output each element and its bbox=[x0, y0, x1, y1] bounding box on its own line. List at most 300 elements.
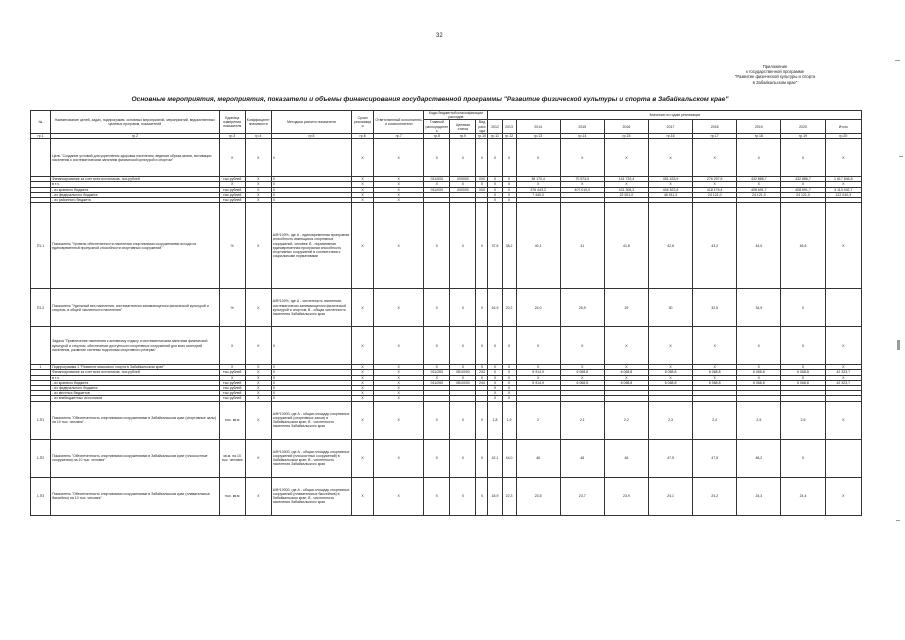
row-unit: кв.м. на 10 тыс. человек bbox=[219, 439, 245, 477]
row-year-value: 1,8 bbox=[488, 401, 502, 439]
column-number: гр.19 bbox=[781, 134, 825, 139]
appendix-line: в Забайкальском крае" bbox=[752, 79, 798, 85]
row-code-type: 244 bbox=[476, 370, 488, 375]
col-header-year: 2014 bbox=[516, 120, 560, 134]
row-year-value: 7 440,0 bbox=[516, 192, 560, 197]
row-year-value: 24,0 bbox=[516, 289, 560, 327]
row-year-value: X bbox=[488, 182, 502, 187]
column-number: гр.10 bbox=[477, 134, 487, 139]
row-year-value: 46,6 bbox=[781, 203, 825, 289]
row-year-value: 6 068,8 bbox=[649, 370, 693, 375]
table-row bbox=[31, 401, 862, 439]
row-unit: тыс.рублей bbox=[219, 187, 245, 192]
row-year-value: X bbox=[488, 187, 502, 192]
row-code-target: X bbox=[450, 289, 476, 327]
row-executor: X bbox=[374, 477, 424, 515]
row-year-value: X bbox=[502, 187, 516, 192]
row-year-value: X bbox=[560, 139, 604, 177]
row-code-main: 011/000 bbox=[424, 177, 450, 182]
row-name: - из местных бюджетов bbox=[51, 391, 220, 396]
row-number bbox=[31, 327, 51, 365]
row-term: X bbox=[352, 365, 374, 370]
document-title: Основные мероприятия, мероприятия, показатели и объемы финансирования государственной программы "Развитие физической культуры и спорта в Забайкальском крае" bbox=[131, 96, 729, 103]
row-name: Финансирование за счет всех источников, тыс.рублей bbox=[51, 177, 220, 182]
row-name: Подпрограмма 1 "Развитие массового спорта в Забайкальском крае" bbox=[51, 365, 220, 370]
row-number: 1 bbox=[31, 365, 51, 370]
row-year-value: 6 068,8 bbox=[604, 370, 648, 375]
row-year-value: 18,9 bbox=[488, 477, 502, 515]
row-code-target: X bbox=[450, 327, 476, 365]
table-row bbox=[31, 139, 862, 177]
column-number: гр.13 bbox=[516, 134, 560, 139]
row-name: - из краевого бюджета bbox=[51, 380, 220, 385]
row-number: 1.П3 bbox=[31, 477, 51, 515]
row-year-value: X bbox=[560, 182, 604, 187]
row-total: X bbox=[825, 365, 861, 370]
col-header-code-main: Главный распорядитель bbox=[425, 120, 449, 133]
row-year-value: X bbox=[502, 370, 516, 375]
row-method: X bbox=[271, 198, 351, 203]
row-code-target: X bbox=[450, 439, 476, 477]
row-coeff: X bbox=[245, 477, 271, 515]
row-year-value: 2,1 bbox=[560, 401, 604, 439]
row-year-value: X bbox=[781, 439, 825, 477]
row-code-main: X bbox=[424, 439, 450, 477]
row-method: X bbox=[271, 177, 351, 182]
row-year-value: 22,3 bbox=[502, 477, 516, 515]
row-code-target: X bbox=[450, 139, 476, 177]
row-name: в т.ч. bbox=[51, 182, 220, 187]
row-method: А/В*100%, где А - единовременная пропускная способность имеющихся спортивных сооружений, человек; В - нормативная единовременная пропускная способность спортивных сооружений в соответствии с социальными нормативами bbox=[271, 203, 351, 289]
row-year-value: 47,5 bbox=[693, 439, 737, 477]
row-code-target: X bbox=[450, 477, 476, 515]
scan-mark bbox=[895, 60, 900, 61]
row-total bbox=[825, 439, 861, 477]
col-header-method: Методика расчета показателя bbox=[271, 111, 351, 134]
column-number: гр.9 bbox=[450, 134, 476, 139]
row-year-value: X bbox=[737, 139, 781, 177]
row-year-value: 24,3 bbox=[737, 477, 781, 515]
row-year-value: X bbox=[488, 327, 502, 365]
row-year-value: 6 068,8 bbox=[781, 380, 825, 385]
row-code-target: 000000 bbox=[450, 177, 476, 182]
row-year-value: X bbox=[604, 182, 648, 187]
row-year-value: 404 522,6 bbox=[649, 187, 693, 192]
row-year-value: X bbox=[781, 375, 825, 380]
row-year-value: 141 729,4 bbox=[604, 177, 648, 182]
row-method: X bbox=[271, 182, 351, 187]
row-year-value: 2,6 bbox=[781, 401, 825, 439]
row-term: X bbox=[352, 477, 374, 515]
row-year-value: 2,5 bbox=[737, 401, 781, 439]
row-year-value: 2,2 bbox=[604, 401, 648, 439]
row-total: X bbox=[825, 327, 861, 365]
table-row bbox=[31, 439, 862, 477]
row-code-target: X bbox=[450, 401, 476, 439]
column-number: гр.16 bbox=[649, 134, 693, 139]
row-year-value: 70 573,5 bbox=[560, 177, 604, 182]
row-year-value: X bbox=[781, 139, 825, 177]
row-name: Показатель "Удельный вес населения, систематически занимающегося физической культурой и спортом, в общей численности населения" bbox=[51, 289, 220, 327]
row-term: X bbox=[352, 386, 374, 391]
row-year-value: 37,5 bbox=[488, 203, 502, 289]
row-name: - из федерального бюджета bbox=[51, 386, 220, 391]
row-code-type: X bbox=[476, 203, 488, 289]
col-header-year: 2019 bbox=[737, 120, 781, 134]
column-number: гр.14 bbox=[560, 134, 604, 139]
row-coeff: X bbox=[245, 401, 271, 439]
column-number: гр.1 bbox=[31, 134, 51, 139]
row-code-target: X bbox=[450, 365, 476, 370]
row-code-type: X bbox=[476, 182, 488, 187]
row-year-value: X bbox=[693, 375, 737, 380]
row-year-value: X bbox=[502, 391, 516, 396]
row-term: X bbox=[352, 439, 374, 477]
row-year-value: X bbox=[604, 375, 648, 380]
row-coeff: X bbox=[245, 391, 271, 396]
row-year-value: X bbox=[649, 327, 693, 365]
row-total: 122 040,3 bbox=[825, 192, 861, 197]
row-executor: X bbox=[374, 327, 424, 365]
row-year-value: X bbox=[693, 327, 737, 365]
row-year-value: X bbox=[516, 327, 560, 365]
row-year-value: 2,3 bbox=[649, 401, 693, 439]
row-code-type: 244 bbox=[476, 380, 488, 385]
row-year-value: X bbox=[560, 365, 604, 370]
row-year-value: 29 bbox=[604, 289, 648, 327]
column-number: гр.3 bbox=[219, 134, 245, 139]
row-number: 1.П1 bbox=[31, 401, 51, 439]
col-header-year: 2012 bbox=[488, 120, 502, 134]
row-year-value: 34,9 bbox=[737, 289, 781, 327]
row-term: X bbox=[352, 177, 374, 182]
row-year-value: X bbox=[604, 139, 648, 177]
row-coeff: X bbox=[245, 375, 271, 380]
col-header-year: 2015 bbox=[560, 120, 604, 134]
row-year-value: X bbox=[502, 177, 516, 182]
row-executor: X bbox=[374, 391, 424, 396]
program-table bbox=[30, 110, 862, 516]
row-unit: % bbox=[219, 289, 245, 327]
row-year-value: X bbox=[516, 365, 560, 370]
row-coeff: X bbox=[245, 177, 271, 182]
row-year-value: X bbox=[488, 391, 502, 396]
row-executor: X bbox=[374, 396, 424, 401]
column-number: гр.7 bbox=[374, 134, 424, 139]
row-executor: X bbox=[374, 177, 424, 182]
row-year-value: 16,9 bbox=[488, 289, 502, 327]
row-year-value: X bbox=[488, 375, 502, 380]
row-year-value: 432 886,7 bbox=[781, 177, 825, 182]
row-year-value: X bbox=[560, 375, 604, 380]
row-term: X bbox=[352, 198, 374, 203]
row-executor: X bbox=[374, 139, 424, 177]
row-name: Цель "Создание условий для укрепления здоровья населения, ведения образа жизни, мотивации населения к систематическим занятиям физической культурой и спортом" bbox=[51, 139, 220, 177]
row-year-value: X bbox=[502, 327, 516, 365]
row-name: - из внебюджетных источников bbox=[51, 396, 220, 401]
row-unit: тыс.рублей bbox=[219, 198, 245, 203]
row-year-value: 24,2 bbox=[693, 477, 737, 515]
row-code-target: X bbox=[450, 203, 476, 289]
row-unit: X bbox=[219, 182, 245, 187]
row-total: X bbox=[825, 477, 861, 515]
row-unit: тыс. кв.м bbox=[219, 401, 245, 439]
row-term: X bbox=[352, 401, 374, 439]
row-term: X bbox=[352, 192, 374, 197]
row-unit: тыс.рублей bbox=[219, 380, 245, 385]
row-year-value: X bbox=[488, 396, 502, 401]
row-total: 3 113 492,7 bbox=[825, 187, 861, 192]
row-year-value: X bbox=[488, 365, 502, 370]
row-year-value: X bbox=[781, 327, 825, 365]
row-year-value: 6 068,8 bbox=[693, 380, 737, 385]
row-year-value: X bbox=[693, 182, 737, 187]
row-term: X bbox=[352, 391, 374, 396]
row-executor: X bbox=[374, 370, 424, 375]
scan-mark bbox=[897, 340, 900, 350]
row-code-main: 011/260 bbox=[424, 370, 450, 375]
row-executor: X bbox=[374, 289, 424, 327]
row-year-value: X bbox=[502, 182, 516, 187]
row-code-main: X bbox=[424, 182, 450, 187]
row-code-main: X bbox=[424, 139, 450, 177]
row-year-value: 20,2 bbox=[502, 289, 516, 327]
row-term: X bbox=[352, 396, 374, 401]
appendix-line: "Развитие физической культуры и спорта bbox=[734, 74, 816, 80]
row-method: X bbox=[271, 327, 351, 365]
row-coeff: X bbox=[245, 198, 271, 203]
row-year-value: X bbox=[488, 386, 502, 391]
row-unit: тыс.рублей bbox=[219, 192, 245, 197]
row-year-value: 23,7 bbox=[560, 477, 604, 515]
column-number: гр.8 bbox=[424, 134, 450, 139]
row-year-value: X bbox=[502, 380, 516, 385]
row-year-value: 40,1 bbox=[516, 203, 560, 289]
row-code-target: X bbox=[450, 182, 476, 187]
row-coeff: X bbox=[245, 370, 271, 375]
row-method: X bbox=[271, 370, 351, 375]
row-year-value: 44,0 bbox=[737, 203, 781, 289]
row-year-value: 6 068,8 bbox=[649, 380, 693, 385]
row-year-value: X bbox=[649, 365, 693, 370]
column-number: гр.5 bbox=[271, 134, 351, 139]
row-total: X bbox=[825, 139, 861, 177]
row-coeff: X bbox=[245, 182, 271, 187]
row-term: X bbox=[352, 327, 374, 365]
row-year-value: 46 bbox=[604, 439, 648, 477]
row-coeff: X bbox=[245, 192, 271, 197]
column-number: гр.12 bbox=[502, 134, 516, 139]
row-year-value: 276 297,5 bbox=[693, 177, 737, 182]
row-unit: тыс.рублей bbox=[219, 391, 245, 396]
row-year-value: 421 308,2 bbox=[604, 187, 648, 192]
row-name: Финансирование за счет всех источников, тыс.рублей bbox=[51, 370, 220, 375]
row-code-type: X bbox=[476, 375, 488, 380]
row-year-value: X bbox=[502, 139, 516, 177]
row-year-value: X bbox=[516, 139, 560, 177]
column-number: гр.11 bbox=[488, 134, 502, 139]
row-code-type: X bbox=[476, 289, 488, 327]
row-year-value: 2 bbox=[516, 401, 560, 439]
row-term: X bbox=[352, 289, 374, 327]
row-number: П1.1 bbox=[31, 203, 51, 289]
row-year-value: 46 911,3 bbox=[649, 192, 693, 197]
row-number bbox=[31, 139, 51, 177]
row-year-value: 1,9 bbox=[502, 401, 516, 439]
row-year-value: 24,1 bbox=[649, 477, 693, 515]
row-code-target: X bbox=[450, 375, 476, 380]
row-year-value: X bbox=[737, 182, 781, 187]
row-year-value: 22 921,0 bbox=[604, 192, 648, 197]
row-year-value: 30 bbox=[649, 289, 693, 327]
row-year-value: X bbox=[781, 365, 825, 370]
col-header-year: 2018 bbox=[693, 120, 737, 134]
row-name: - из федерального бюджета bbox=[51, 192, 220, 197]
row-code-type: X bbox=[476, 139, 488, 177]
row-executor: X bbox=[374, 439, 424, 477]
row-unit: X bbox=[219, 327, 245, 365]
row-unit: тыс.рублей bbox=[219, 370, 245, 375]
row-year-value: 42,6 bbox=[649, 203, 693, 289]
col-header-year: 2020 bbox=[781, 120, 825, 134]
row-year-value: X bbox=[781, 289, 825, 327]
row-year-value: X bbox=[488, 139, 502, 177]
row-code-type: X bbox=[476, 365, 488, 370]
row-year-value: 41,8 bbox=[604, 203, 648, 289]
row-term: X bbox=[352, 182, 374, 187]
row-executor: X bbox=[374, 198, 424, 203]
row-term: X bbox=[352, 380, 374, 385]
row-year-value: X bbox=[488, 177, 502, 182]
row-year-value: X bbox=[693, 365, 737, 370]
column-number: гр.2 bbox=[51, 134, 220, 139]
row-year-value: 407 010,0 bbox=[560, 187, 604, 192]
row-year-value: 6 068,8 bbox=[737, 370, 781, 375]
row-number: П1.2 bbox=[31, 289, 51, 327]
row-year-value: 38,2 bbox=[502, 203, 516, 289]
scan-edge bbox=[893, 0, 905, 640]
row-executor: X bbox=[374, 365, 424, 370]
row-method: А/В*100%, где А - численность населения, систематически занимающегося физической культурой и спортом; В - общая численность населения Забайкальского края bbox=[271, 289, 351, 327]
row-code-target: 0810000 bbox=[450, 370, 476, 375]
row-name: Показатель "Обеспеченность спортивными сооружениями в Забайкальском крае (спортивные залы) на 10 тыс. человек" bbox=[51, 401, 220, 439]
row-unit: % bbox=[219, 203, 245, 289]
row-method: X bbox=[271, 380, 351, 385]
row-coeff: X bbox=[245, 396, 271, 401]
row-year-value: 432 886,7 bbox=[737, 177, 781, 182]
row-year-value: X bbox=[502, 375, 516, 380]
row-method: X bbox=[271, 396, 351, 401]
column-number: гр.18 bbox=[737, 134, 781, 139]
row-code-target: 0810000 bbox=[450, 380, 476, 385]
column-number: гр.4 bbox=[245, 134, 271, 139]
row-year-value: 24 121,0 bbox=[781, 192, 825, 197]
row-year-value: X bbox=[502, 386, 516, 391]
row-executor: X bbox=[374, 380, 424, 385]
row-year-value: X bbox=[649, 375, 693, 380]
row-method: А/В*10000, где А - общая площадь спортивных сооружений (спортивных залов) в Забайкальском крае; В - численность населения Забайкальского края bbox=[271, 401, 351, 439]
row-year-value: X bbox=[737, 375, 781, 380]
row-year-value: 418 176,4 bbox=[693, 187, 737, 192]
row-year-value: 44,0 bbox=[502, 439, 516, 477]
col-header-executor: Ответственный исполнитель и соисполнители bbox=[374, 111, 424, 134]
col-header-year: 2017 bbox=[649, 120, 693, 134]
row-year-value: 42,1 bbox=[488, 439, 502, 477]
row-year-value: X bbox=[516, 375, 560, 380]
column-number: гр.6 bbox=[352, 134, 374, 139]
row-year-value: X bbox=[649, 139, 693, 177]
row-year-value: 6 068,8 bbox=[560, 380, 604, 385]
row-year-value: 6 068,8 bbox=[693, 370, 737, 375]
row-unit: тыс. кв.м bbox=[219, 477, 245, 515]
row-year-value: 6 068,8 bbox=[781, 370, 825, 375]
col-header-code-type: Вид расхода bbox=[476, 120, 488, 134]
row-year-value: 408 691,7 bbox=[737, 187, 781, 192]
row-year-value: X bbox=[502, 198, 516, 203]
column-number: гр.15 bbox=[604, 134, 648, 139]
row-year-value: X bbox=[693, 139, 737, 177]
row-total: 42 323,7 bbox=[825, 380, 861, 385]
row-year-value: 43,2 bbox=[693, 203, 737, 289]
row-code-type: 000 bbox=[476, 177, 488, 182]
scan-mark bbox=[896, 520, 900, 521]
row-year-value: 5 914,9 bbox=[516, 380, 560, 385]
row-executor: X bbox=[374, 187, 424, 192]
row-year-value: X bbox=[604, 327, 648, 365]
column-number: гр.17 bbox=[693, 134, 737, 139]
row-executor: X bbox=[374, 192, 424, 197]
row-year-value: X bbox=[560, 327, 604, 365]
row-year-value: 24 121,0 bbox=[737, 192, 781, 197]
row-total: X bbox=[825, 375, 861, 380]
row-name: - из краевого бюджета bbox=[51, 187, 220, 192]
row-year-value: 47,5 bbox=[649, 439, 693, 477]
row-term: X bbox=[352, 139, 374, 177]
row-year-value: 6 068,8 bbox=[560, 370, 604, 375]
col-header-name: Наименование целей, задач, подпрограмм, основных мероприятий, мероприятий, ведомственных целевых программ, показателей bbox=[51, 111, 220, 134]
row-code-main: X bbox=[424, 289, 450, 327]
row-code-main: X bbox=[424, 365, 450, 370]
col-header-code-target: Целевая статья bbox=[450, 120, 476, 134]
row-year-value: X bbox=[516, 182, 560, 187]
row-year-value: 32,5 bbox=[693, 289, 737, 327]
row-executor: X bbox=[374, 203, 424, 289]
row-code-main: X bbox=[424, 203, 450, 289]
row-name: - из районного бюджета bbox=[51, 198, 220, 203]
row-year-value: X bbox=[488, 380, 502, 385]
row-name: Показатель "Обеспеченность спортивными сооружениями в Забайкальском крае (плавательные бассейны) на 10 тыс. человек" bbox=[51, 477, 220, 515]
row-year-value: 24,4 bbox=[781, 477, 825, 515]
row-unit: тыс.рублей bbox=[219, 386, 245, 391]
row-year-value: X bbox=[737, 365, 781, 370]
row-code-type: 000 bbox=[476, 187, 488, 192]
col-header-term: Сроки реализации bbox=[352, 111, 374, 134]
row-term: X bbox=[352, 370, 374, 375]
row-coeff: X bbox=[245, 187, 271, 192]
row-method: X bbox=[271, 139, 351, 177]
row-coeff: X bbox=[245, 380, 271, 385]
row-name: Задача "Привлечение населения к активному отдыху и систематическим занятиям физической культурой и спортом, обеспечение доступности спортивных сооружений для всех категорий населения, развитие системы подготовки спортивного резерва" bbox=[51, 327, 220, 365]
row-method: А/В*10000, где А - общая площадь спортивных сооружений (плоскостных сооружений) в Забайкальском крае; В - численность населения Забайкальского края bbox=[271, 439, 351, 477]
appendix-line: к государственной программе bbox=[745, 69, 805, 75]
row-year-value: X bbox=[502, 365, 516, 370]
row-year-value: 376 443,2 bbox=[516, 187, 560, 192]
row-executor: X bbox=[374, 386, 424, 391]
row-year-value: 46 bbox=[560, 439, 604, 477]
table-row bbox=[31, 289, 862, 327]
row-code-type: X bbox=[476, 327, 488, 365]
col-header-coeff: Коэффициент значимости bbox=[245, 111, 271, 134]
